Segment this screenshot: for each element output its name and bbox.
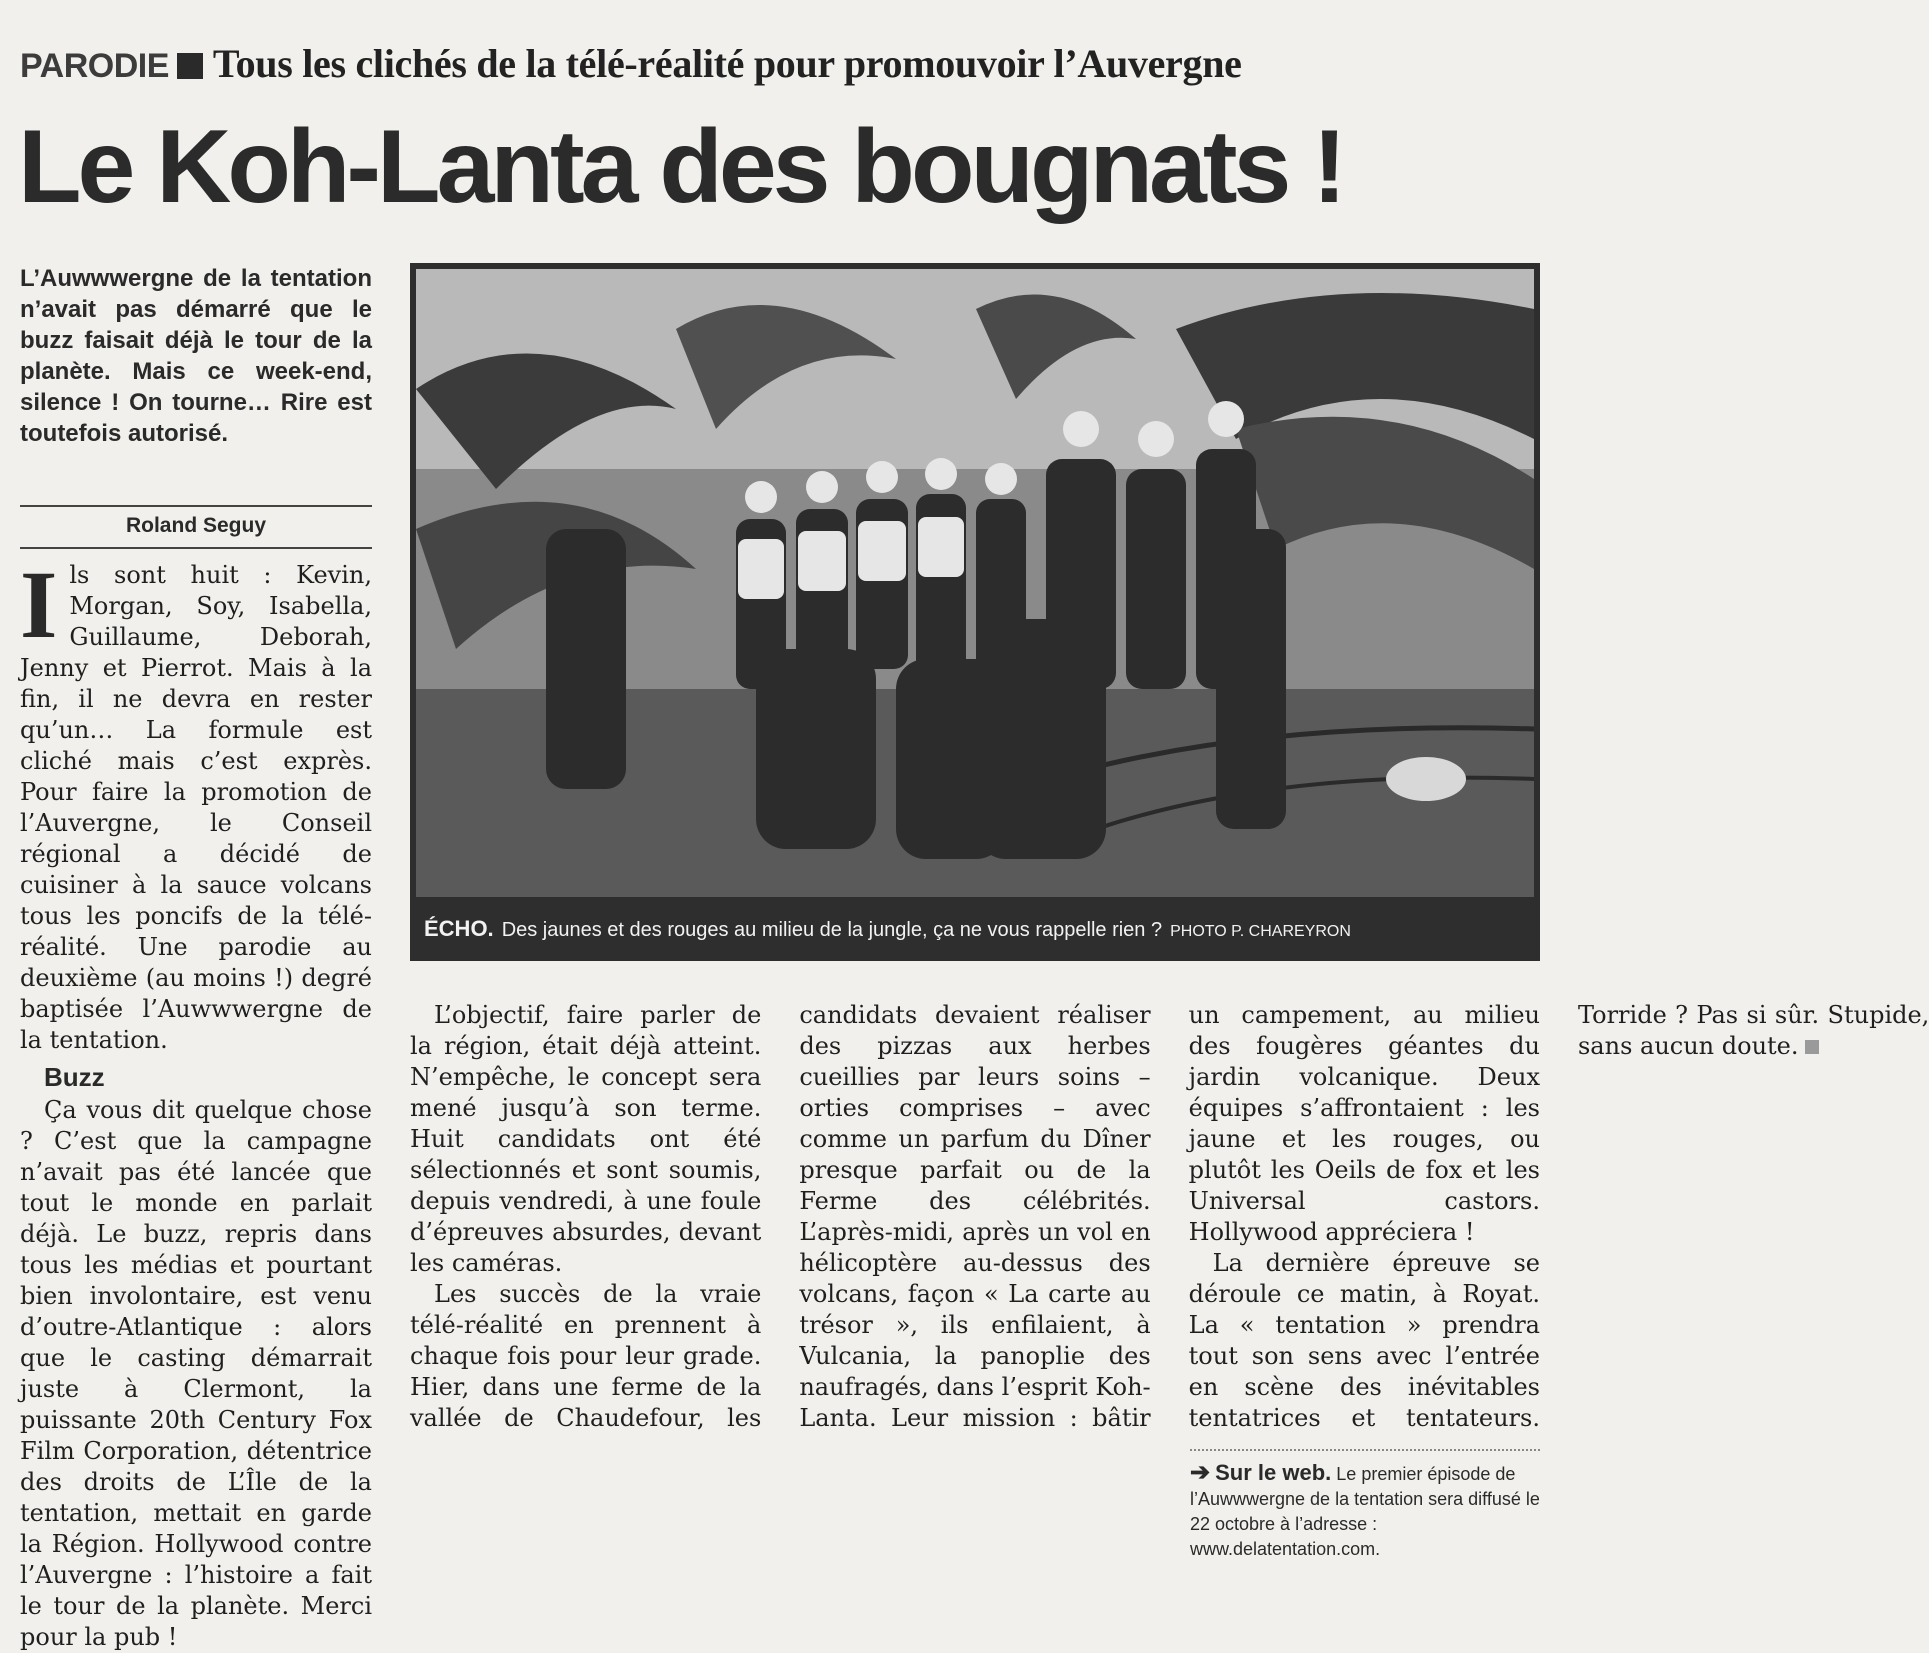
kicker — [20, 40, 1530, 92]
photo-caption — [410, 897, 1540, 961]
paragraph-final: La dernière épreuve se déroule ce matin, à Royat. La « tentation » prendra tout son sens avec l’entrée en scène des inévitables tentatrices et tentateurs. Torride ? Pas si sûr. Stupide, sans aucun doute. — [1188, 1001, 1929, 1432]
web-box-rule — [1190, 1449, 1540, 1451]
article-columns-2-4 — [410, 1000, 1929, 1440]
kicker-subtitle: Tous les clichés de la télé-réalité pour promouvoir l’Auvergne — [212, 41, 1242, 86]
jungle-scene-image — [416, 269, 1534, 897]
headline: Le Koh-Lanta des bougnats ! — [18, 109, 1343, 225]
drop-cap: I — [20, 551, 58, 658]
web-url[interactable]: www.delatentation.com. — [1190, 1539, 1381, 1559]
byline-rule-top — [20, 505, 372, 507]
byline: Roland Seguy — [125, 514, 267, 537]
news-photo — [416, 269, 1534, 897]
article-column-1 — [20, 551, 372, 1651]
lead-paragraph: L’Auwwwergne de la tentation n’avait pas démarré que le buzz faisait déjà le tour de la planète. Mais ce week-end, silence ! On tourne… Rire est toutefois autorisé. — [20, 265, 372, 447]
caption-lead: ÉCHO. — [424, 916, 494, 941]
byline-rule-bottom — [20, 547, 372, 549]
square-bullet-icon — [177, 53, 203, 79]
photo-credit: PHOTO P. CHAREYRON — [1170, 923, 1351, 940]
rubric-label: PARODIE — [20, 47, 169, 85]
arrow-right-icon: ➔ — [1190, 1459, 1211, 1486]
subhead-buzz: Buzz — [44, 1062, 105, 1092]
web-lead: Sur le web. — [1215, 1460, 1332, 1485]
caption-text: Des jaunes et des rouges au milieu de la jungle, ça ne vous rappelle rien ? — [501, 919, 1163, 941]
web-box — [1190, 1460, 1540, 1562]
photo-block — [410, 263, 1540, 961]
paragraph-successes: Les succès de la vraie télé-réalité en prennent à chaque fois pour leur grade. Hier, dans une ferme de la vallée de Chaudefour, les candidats devaient réaliser des pizzas aux herbes cueillies par leurs soins – orties comprises – avec comme un parfum du Dîner presque parfait ou de la Ferme des célébrités. L’après-midi, après un vol en hélicoptère au-dessus des volcans, façon « La carte au trésor », ils enfilaient, à Vulcania, la panoplie des naufragés, dans l’esprit Koh-Lanta. Leur mission : bâtir un campement, au milieu des fougères géantes du jardin volcanique. Deux équipes s’affrontaient : les jaune et les rouges, ou plutôt les Oeils de fox et les Universal castors. Hollywood appréciera ! — [410, 1001, 1540, 1432]
paragraph-buzz: Ça vous dit quelque chose ? C’est que la campagne n’avait pas été lancée que tout le monde en parlait déjà. Le buzz, repris dans tous les médias et pourtant bien involontaire, est venu d’outre-Atlantique : alors que le casting démarrait juste à Clermont, la puissante 20th Century Fox Film Corporation, détentrice des droits de L’Île de la tentation, mettait en garde la Région. Hollywood contre l’Auvergne : l’histoire a fait le tour de la planète. Merci pour la pub ! — [20, 1096, 372, 1651]
web-text: Le premier épisode de l’Auwwwergne de la tentation sera diffusé le 22 octobre à l’adresse : — [1190, 1464, 1540, 1534]
paragraph-objective: L’objectif, faire parler de la région, était déjà atteint. N’empêche, le concept sera mené jusqu’à son terme. Huit candidats ont été sélectionnés et sont soumis, depuis vendredi, à une foule d’épreuves absurdes, devant les caméras. — [410, 1001, 762, 1277]
end-of-article-icon — [1805, 1040, 1819, 1054]
paragraph-intro: Ils sont huit : Kevin, Morgan, Soy, Isabella, Guillaume, Deborah, Jenny et Pierrot. Mais à la fin, il ne devra en rester qu’un… La formule est cliché mais c’est exprès. Pour faire la promotion de l’Auvergne, le Conseil régional a décidé de cuisiner à la sauce volcans tous les poncifs de la télé-réalité. Une parodie au deuxième (au moins !) degré baptisée l’Auwwwergne de la tentation. — [20, 551, 372, 1054]
